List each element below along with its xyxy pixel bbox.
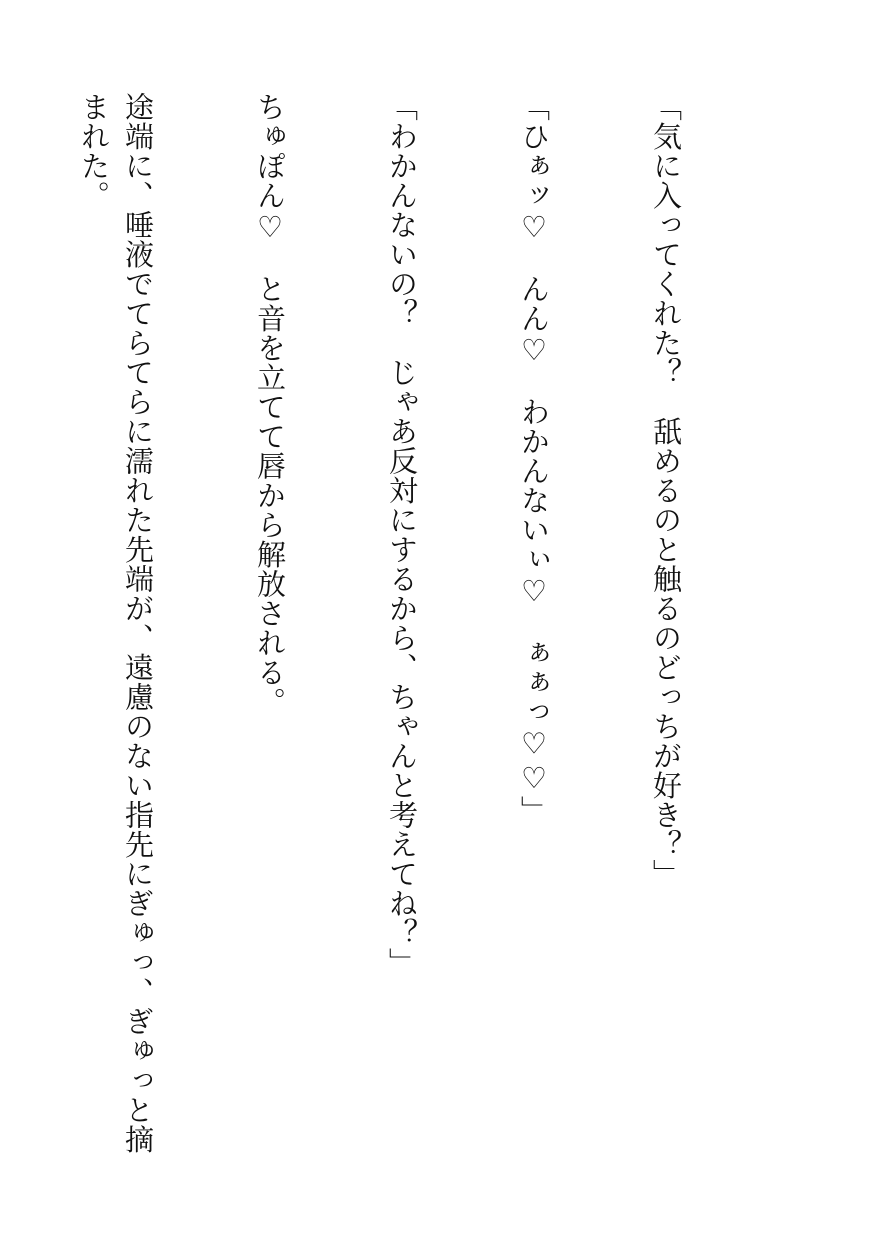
- paragraph-1: 「気に入ってくれた？ 舐めるのと触るのどっちが好き？」: [649, 92, 683, 889]
- paragraph-5: 途端に、唾液でてらてらに濡れた先端が、遠慮のない指先にぎゅっ、ぎゅっと摘まれた。: [77, 92, 155, 1154]
- paragraph-2: 「ひぁッ♡ んん♡ わかんないぃ♡ ぁぁっ♡♡」: [517, 92, 551, 825]
- paragraph-3: 「わかんないの？ じゃあ反対にするから、ちゃんと考えてね？」: [385, 92, 419, 977]
- vertical-text-body: [0, 92, 776, 1162]
- paragraph-4: ちゅぽん♡ と音を立てて唇から解放される。: [253, 92, 287, 717]
